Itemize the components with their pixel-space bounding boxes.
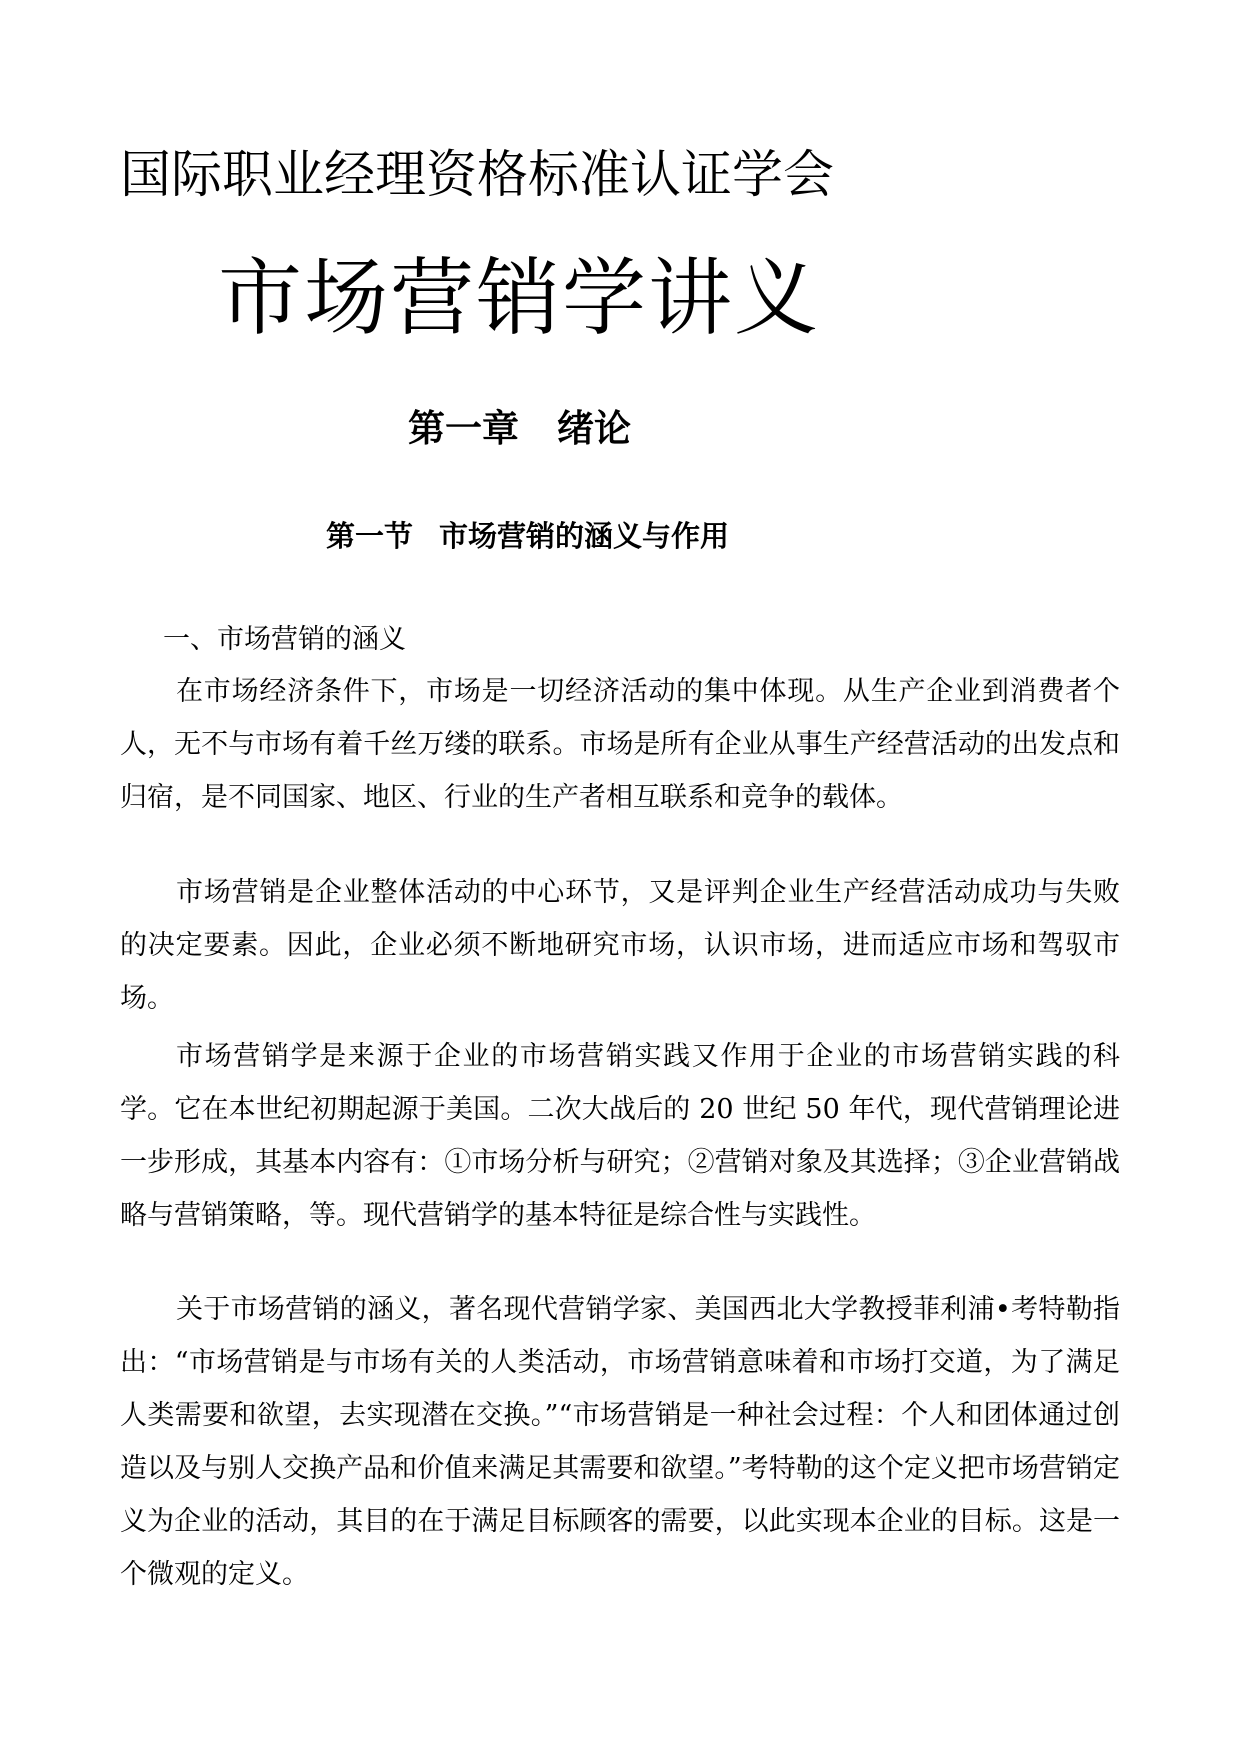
body-paragraph: 市场营销学是来源于企业的市场营销实践又作用于企业的市场营销实践的科学。它在本世纪初期起源于美国。二次大战后的 20 世纪 50 年代，现代营销理论进一步形成，其基本内容有：①市场分析与研究；②营销对象及其选择；③企业营销战略与营销策略，等。现代营销学的基本特征是综合性与实践性。 [120,1041,1120,1231]
section-heading [326,516,729,556]
subsection-heading: 一、市场营销的涵义 [163,624,406,655]
chapter-name: 绪论 [557,406,631,450]
chapter-number: 第一章 [408,406,519,450]
body-paragraph: 市场营销是企业整体活动的中心环节，又是评判企业生产经营活动成功与失败的决定要素。因此，企业必须不断地研究市场，认识市场，进而适应市场和驾驭市场。 [120,877,1120,1014]
body-paragraph: 在市场经济条件下，市场是一切经济活动的集中体现。从生产企业到消费者个人，无不与市场有着千丝万缕的联系。市场是所有企业从事生产经营活动的出发点和归宿，是不同国家、地区、行业的生产者相互联系和竞争的载体。 [120,676,1120,813]
section-number: 第一节 [326,519,414,553]
document-title: 市场营销学讲义 [218,249,821,347]
chapter-heading [408,403,631,453]
body-paragraph: 关于市场营销的涵义，著名现代营销学家、美国西北大学教授菲利浦•考特勒指出：“市场营销是与市场有关的人类活动，市场营销意味着和市场打交道，为了满足人类需要和欲望，去实现潜在交换。”“市场营销是一种社会过程：个人和团体通过创造以及与别人交换产品和价值来满足其需要和欲望。”考特勒的这个定义把市场营销定义为企业的活动，其目的在于满足目标顾客的需要，以此实现本企业的目标。这是一个微观的定义。 [120,1294,1120,1590]
organization-title: 国际职业经理资格标准认证学会 [120,146,835,205]
section-name: 市场营销的涵义与作用 [439,519,730,553]
